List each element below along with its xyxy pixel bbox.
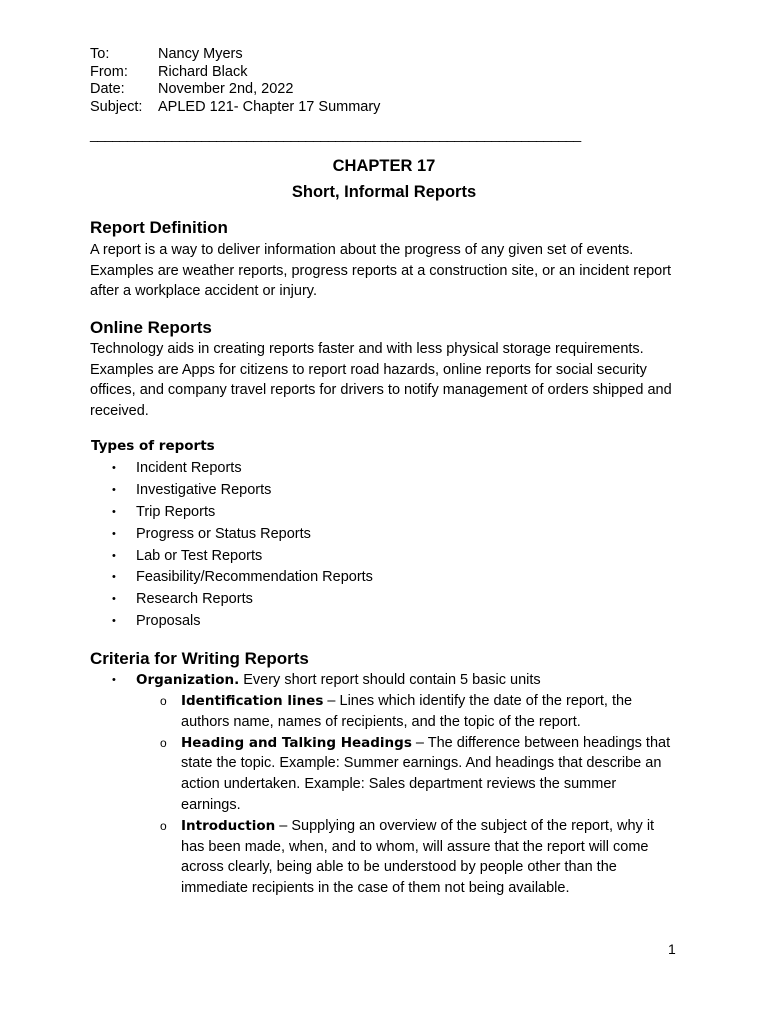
criteria-sub-list bbox=[90, 691, 690, 899]
organization-line bbox=[136, 670, 541, 691]
criteria-heading: Criteria for Writing Reports bbox=[90, 649, 309, 668]
memo-from-row bbox=[90, 64, 380, 82]
bullet-icon: • bbox=[112, 593, 116, 606]
list-item-text bbox=[181, 733, 671, 816]
sub-bullet-icon: o bbox=[160, 735, 167, 750]
list-item-text bbox=[181, 816, 671, 899]
list-item bbox=[90, 524, 373, 546]
criteria-item-label: Heading and Talking Headings bbox=[181, 734, 412, 751]
bullet-icon: • bbox=[112, 615, 116, 628]
bullet-icon: • bbox=[112, 674, 116, 686]
list-item-text: Trip Reports bbox=[136, 503, 216, 520]
memo-to-value: Nancy Myers bbox=[158, 46, 243, 62]
sub-bullet-icon: o bbox=[160, 694, 167, 708]
list-item bbox=[90, 567, 373, 589]
bullet-icon: • bbox=[112, 571, 116, 584]
list-item-text: Feasibility/Recommendation Reports bbox=[136, 569, 373, 586]
bullet-icon: • bbox=[112, 505, 116, 518]
list-item bbox=[90, 816, 690, 899]
sub-bullet-icon: o bbox=[160, 818, 167, 833]
organization-bullet bbox=[90, 670, 690, 691]
list-item bbox=[90, 480, 373, 502]
criteria-item-label: Identification lines bbox=[181, 693, 324, 709]
list-item bbox=[90, 691, 690, 733]
memo-divider-rule: __________________________________________________________________ bbox=[90, 126, 581, 142]
criteria-section bbox=[90, 670, 690, 899]
memo-from-label: From: bbox=[90, 63, 128, 80]
memo-to-label: To: bbox=[90, 46, 110, 62]
list-item-text: Investigative Reports bbox=[136, 481, 272, 498]
organization-text: Every short report should contain 5 basic units bbox=[239, 672, 541, 688]
bullet-icon: • bbox=[112, 527, 116, 540]
organization-label: Organization. bbox=[136, 672, 240, 688]
online-reports-text: Technology aids in creating reports faster and with less physical storage requirements. Examples are Apps for citizens to report road hazards, online reports for social security offices, and company travel reports for drivers to notify management of orders shipped and received. bbox=[90, 341, 672, 419]
list-item-text bbox=[181, 691, 671, 733]
list-item-text: Research Reports bbox=[136, 591, 253, 608]
types-of-reports-list bbox=[90, 458, 373, 633]
list-item bbox=[90, 611, 373, 633]
list-item-text: Incident Reports bbox=[136, 460, 242, 476]
memo-subject-value: APLED 121- Chapter 17 Summary bbox=[158, 98, 381, 115]
criteria-item-label: Introduction bbox=[181, 817, 276, 834]
chapter-title: Short, Informal Reports bbox=[291, 183, 477, 201]
memo-date-label: Date: bbox=[90, 81, 125, 97]
list-item bbox=[90, 589, 373, 611]
list-item bbox=[90, 502, 373, 524]
page-number: 1 bbox=[668, 941, 676, 957]
types-of-reports-heading: Types of reports bbox=[91, 438, 215, 454]
criteria-item-text: – The difference between headings that state the topic. Example: Summer earnings. And headings that describe an action undertaken. Example: Sales department reviews the summer earnings. bbox=[181, 734, 671, 813]
bullet-icon: • bbox=[112, 483, 116, 496]
list-item-text: Lab or Test Reports bbox=[136, 547, 263, 564]
memo-header bbox=[90, 46, 380, 116]
chapter-number: CHAPTER 17 bbox=[332, 157, 436, 175]
online-reports-heading: Online Reports bbox=[90, 318, 212, 337]
memo-subject-label: Subject: bbox=[90, 98, 143, 115]
list-item bbox=[90, 458, 373, 480]
list-item-text: Progress or Status Reports bbox=[136, 525, 311, 542]
memo-from-value: Richard Black bbox=[158, 63, 248, 80]
list-item bbox=[90, 733, 690, 816]
memo-date-value: November 2nd, 2022 bbox=[158, 81, 294, 97]
criteria-item-text: – Lines which identify the date of the report, the authors name, names of recipients, and the topic of the report. bbox=[181, 693, 633, 730]
bullet-icon: • bbox=[112, 462, 116, 474]
memo-date-row bbox=[90, 81, 380, 99]
memo-to-row bbox=[90, 46, 380, 64]
report-definition-heading: Report Definition bbox=[90, 218, 228, 237]
list-item-text: Proposals bbox=[136, 613, 201, 630]
criteria-item-text: – Supplying an overview of the subject of the report, why it has been made, when, and to whom, will assure that the report will come across clearly, being able to be understood by people other than the immediate recipients in the case of them not being available. bbox=[181, 817, 655, 897]
list-item bbox=[90, 546, 373, 568]
report-definition-text: A report is a way to deliver information about the progress of any given set of events. Examples are weather reports, progress reports at a construction site, or an incident report after a workplace accident or injury. bbox=[90, 242, 672, 299]
memo-subject-row bbox=[90, 99, 380, 117]
bullet-icon: • bbox=[112, 549, 116, 562]
